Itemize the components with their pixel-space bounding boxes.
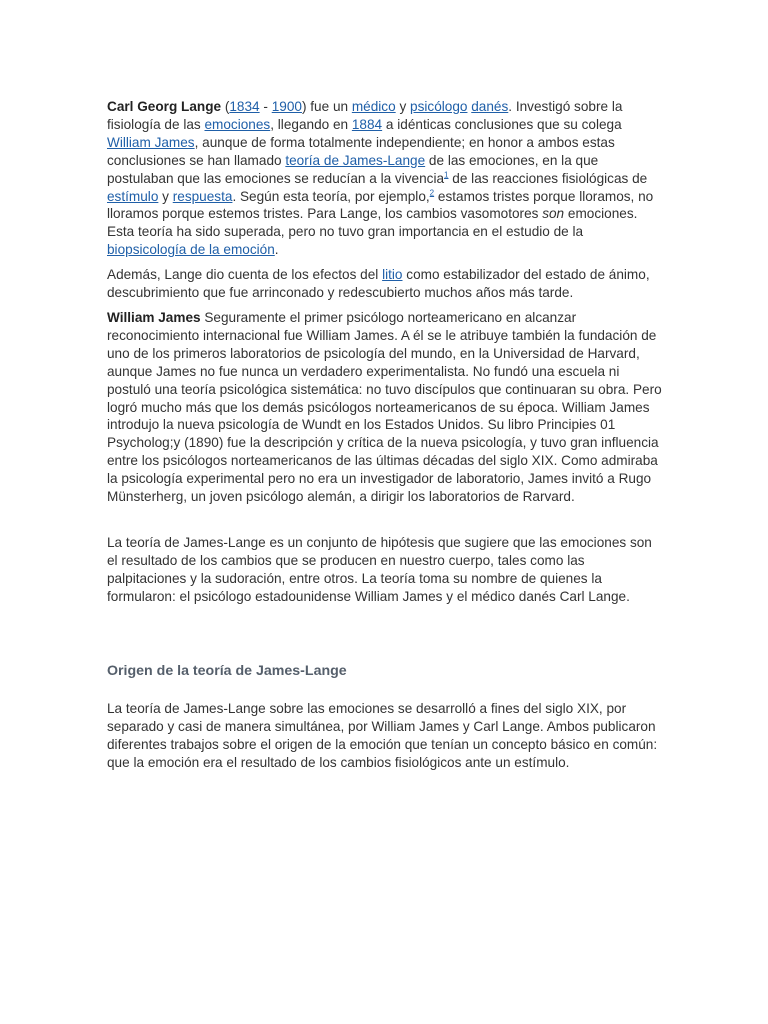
text-run: de las reacciones fisiológicas de (448, 170, 648, 186)
lead-name-william-james: William James (107, 309, 201, 325)
footnote-link-1[interactable]: 1 (444, 170, 449, 180)
paragraph-william-james (107, 309, 663, 506)
text-run: Seguramente el primer psicólogo norteamericano en alcanzar reconocimiento internacional fue William James. A él se le atribuye también la fundación de uno de los primeros laboratorios de psicología del mundo, en la Universidad de Harvard, aunque James no fue nunca un verdadero experimentalista. No fundó una escuela ni postuló una teoría psicológica sistemática: no tuvo discípulos que continuaran su obra. Pero logró mucho más que los demás psicólogos norteamericanos de su época. William James introdujo la nueva psicología de Wundt en los Estados Unidos. Su libro Principies 01 Psycholog;y (1890) fue la descripción y crítica de la nueva psicología, y tuvo gran influencia entre los psicólogos norteamericanos de las últimas décadas del siglo XIX. Como admiraba la psicología experimental pero no era un investigador de laboratorio, James invitó a Rugo Münsterherg, un joven psicólogo alemán, a dirigir los laboratorios de Rarvard. (107, 309, 662, 505)
link-1834[interactable]: 1834 (229, 99, 260, 114)
link-danes[interactable]: danés (471, 99, 509, 114)
lead-name-carl-lange: Carl Georg Lange (107, 99, 222, 114)
footnote-link-2[interactable]: 2 (429, 188, 435, 197)
text-run: y (158, 188, 173, 204)
text-run: estamos tristes porque lloramos, no lloramos porque estemos tristes. Para Lange, los cambios vasomotores (107, 188, 654, 222)
link-litio[interactable]: litio (382, 267, 403, 283)
text-run: , aunque de forma totalmente independiente; en honor a ambos estas conclusiones se han llamado (107, 134, 615, 168)
text-run: como estabilizador del estado de ánimo, descubrimiento que fue arrinconado y redescubierto muchos años más tarde. (107, 267, 650, 301)
text-run: emociones. Esta teoría ha sido superada, pero no tuvo gran importancia en el estudio de la (107, 206, 638, 240)
text-run: y (395, 99, 411, 114)
text-run: . (274, 242, 279, 258)
text-run: ( (221, 99, 230, 114)
link-teoria-james-lange[interactable]: teoría de James-Lange (285, 152, 426, 168)
link-estimulo[interactable]: estímulo (107, 188, 159, 204)
paragraph-carl-lange (107, 98, 663, 259)
paragraph-origen: La teoría de James-Lange sobre las emociones se desarrolló a fines del siglo XIX, por separado y casi de manera simultánea, por William James y Carl Lange. Ambos publicaron diferentes trabajos sobre el origen de la emoción que tenían un concepto básico en común: que la emoción era el resultado de los cambios fisiológicos ante un estímulo. (107, 701, 658, 771)
document-body (107, 98, 663, 772)
paragraph-litio (107, 266, 663, 302)
link-1884[interactable]: 1884 (351, 116, 383, 132)
link-psicologo[interactable]: psicólogo (410, 99, 468, 114)
section-heading-origen: Origen de la teoría de James-Lange (107, 662, 347, 679)
text-run: ) fue un (301, 99, 352, 114)
paragraph-teoria-definicion: La teoría de James-Lange es un conjunto de hipótesis que sugiere que las emociones son el resultado de los cambios que se producen en nuestro cuerpo, tales como las palpitaciones y la sudoración, entre otros. La teoría toma su nombre de quienes la formularon: el psicólogo estadounidense William James y el médico danés Carl Lange. (107, 534, 652, 604)
text-run: - (259, 99, 272, 114)
text-run: , llegando en (270, 116, 352, 132)
text-run: de las emociones, en la que postulaban que las emociones se reducían a la vivencia (107, 152, 599, 186)
link-medico[interactable]: médico (351, 99, 396, 114)
text-run: . Investigó sobre la fisiología de las (107, 99, 623, 132)
link-william-james[interactable]: William James (107, 134, 195, 150)
text-run: Además, Lange dio cuenta de los efectos del (107, 267, 383, 283)
text-run: . Según esta teoría, por ejemplo, (232, 188, 430, 204)
emphasis-son: son (542, 206, 565, 222)
link-emociones[interactable]: emociones (204, 116, 271, 132)
link-respuesta[interactable]: respuesta (172, 188, 233, 204)
link-1900[interactable]: 1900 (271, 99, 302, 114)
link-biopsicologia-emocion[interactable]: biopsicología de la emoción (107, 242, 275, 258)
text-run: a idénticas conclusiones que su colega (382, 116, 622, 132)
